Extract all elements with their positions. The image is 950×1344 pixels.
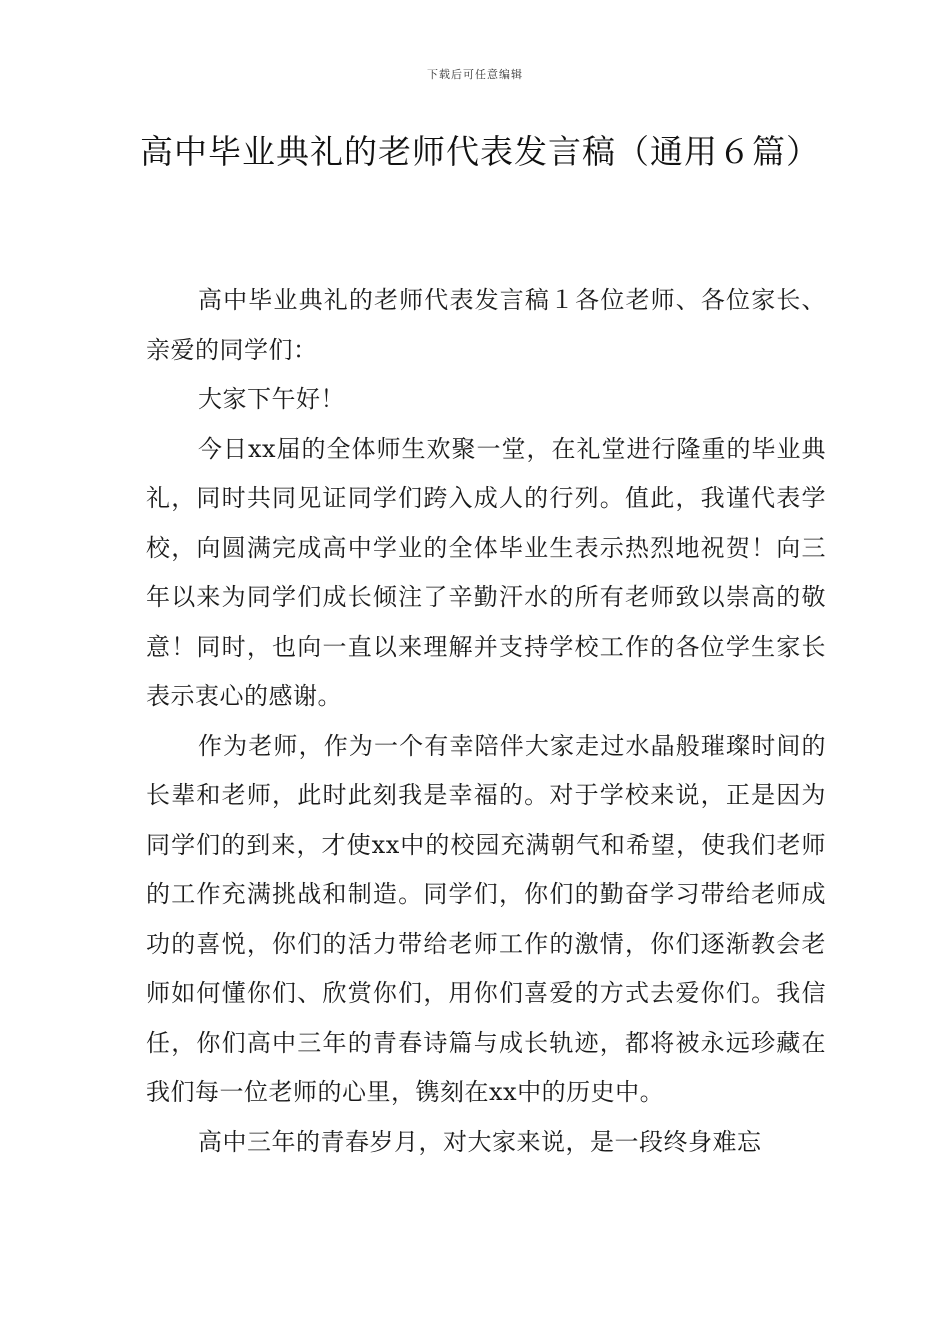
paragraph-greeting: 高中毕业典礼的老师代表发言稿１各位老师、各位家长、亲爱的同学们： — [146, 286, 826, 364]
paragraph-youth-years: 高中三年的青春岁月，对大家来说，是一段终身难忘 — [198, 1127, 762, 1156]
paragraph-opening: 今日xx届的全体师生欢聚一堂，在礼堂进行隆重的毕业典礼，同时共同见证同学们跨入成人的行列。值此，我谨代表学校，向圆满完成高中学业的全体毕业生表示热烈地祝贺！向三年以来为同学们成长倾注了辛勤汗水的所有老师致以崇高的敬意！同时，也向一直以来理解并支持学校工作的各位学生家长表示衷心的感谢。 — [146, 434, 826, 710]
document-title: 高中毕业典礼的老师代表发言稿（通用６篇） — [140, 132, 820, 171]
paragraph-salutation: 大家下午好！ — [198, 385, 345, 413]
paragraph-teacher-reflection: 作为老师，作为一个有幸陪伴大家走过水晶般璀璨时间的长辈和老师，此时此刻我是幸福的。对于学校来说，正是因为同学们的到来，才使xx中的校园充满朝气和希望，使我们老师的工作充满挑战和制造。同学们，你们的勤奋学习带给老师成功的喜悦，你们的活力带给老师工作的激情，你们逐渐教会老师如何懂你们、欣赏你们，用你们喜爱的方式去爱你们。我信任，你们高中三年的青春诗篇与成长轨迹，都将被永远珍藏在我们每一位老师的心里，镌刻在xx中的历史中。 — [146, 731, 826, 1106]
header-note: 下载后可任意编辑 — [427, 68, 523, 81]
document-body — [146, 276, 826, 1167]
